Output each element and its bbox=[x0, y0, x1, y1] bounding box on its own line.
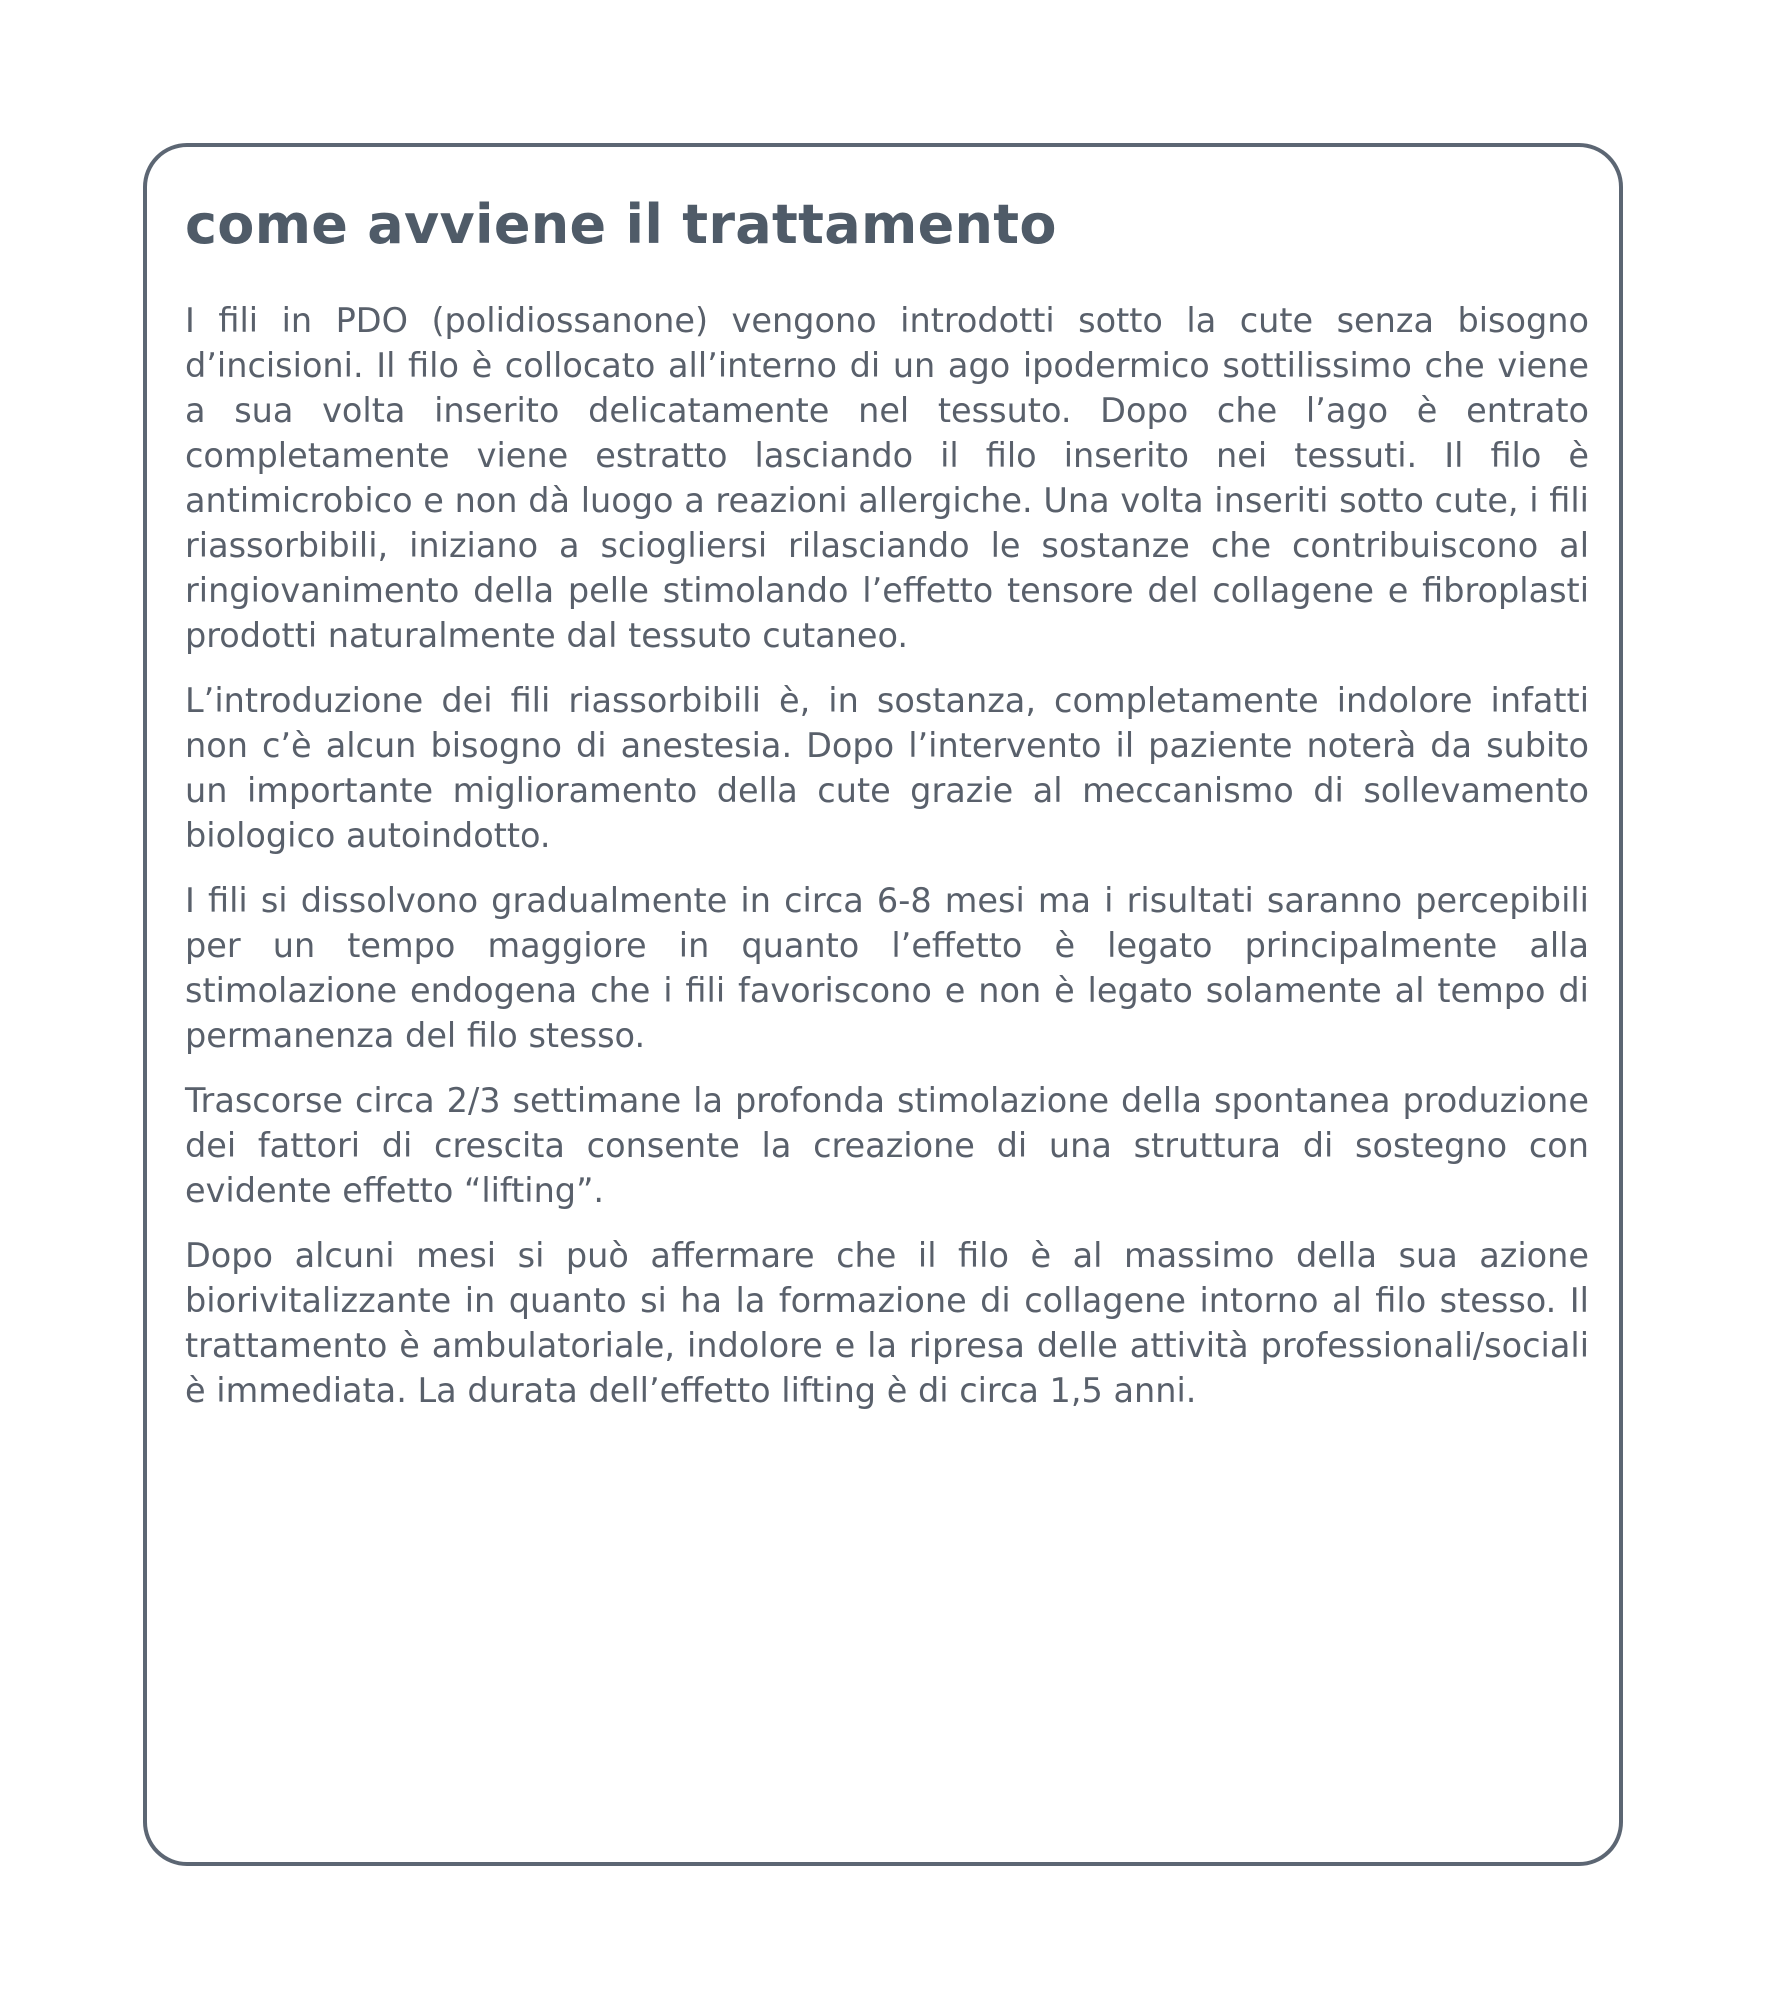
paragraph-dissolution: I fili si dissolvono gradualmente in circa 6-8 mesi ma i risultati saranno percepibili per un tempo maggiore in quanto l’effetto è legato principalmente alla stimolazione endogena che i fili favoriscono e non è legato solamente al tempo di permanenza del filo stesso. bbox=[185, 881, 1589, 1055]
paragraph-painless: L’introduzione dei fili riassorbibili è, in sostanza, completamente indolore infatti non c’è alcun bisogno di anestesia. Dopo l’intervento il paziente noterà da subito un importante miglioramento della cute grazie al meccanismo di sollevamento biologico autoindotto. bbox=[185, 681, 1589, 855]
body-text bbox=[185, 298, 1589, 1433]
section-title: come avviene il trattamento bbox=[185, 193, 1057, 256]
paragraph-procedure: I fili in PDO (polidiossanone) vengono introdotti sotto la cute senza bisogno d’incisioni. Il filo è collocato all’interno di un ago ipodermico sottilissimo che viene a sua volta inserito delicatamente nel tessuto. Dopo che l’ago è entrato completamente viene estratto lasciando il filo inserito nei tessuti. Il filo è antimicrobico e non dà luogo a reazioni allergiche. Una volta inseriti sotto cute, i fili riassorbibili, iniziano a sciogliersi rilasciando le sostanze che contribuiscono al ringiovanimento della pelle stimolando l’effetto tensore del collagene e fibroplasti prodotti naturalmente dal tessuto cutaneo. bbox=[185, 301, 1589, 655]
paragraph-duration: Dopo alcuni mesi si può affermare che il filo è al massimo della sua azione biorivitalizzante in quanto si ha la formazione di collagene intorno al filo stesso. Il trattamento è ambulatoriale, indolore e la ripresa delle attività professionali/sociali è immediata. La durata dell’effetto lifting è di circa 1,5 anni. bbox=[185, 1236, 1589, 1410]
paragraph-lifting-effect: Trascorse circa 2/3 settimane la profonda stimolazione della spontanea produzione dei fattori di crescita consente la creazione di una struttura di sostegno con evidente effetto “lifting”. bbox=[185, 1081, 1589, 1210]
